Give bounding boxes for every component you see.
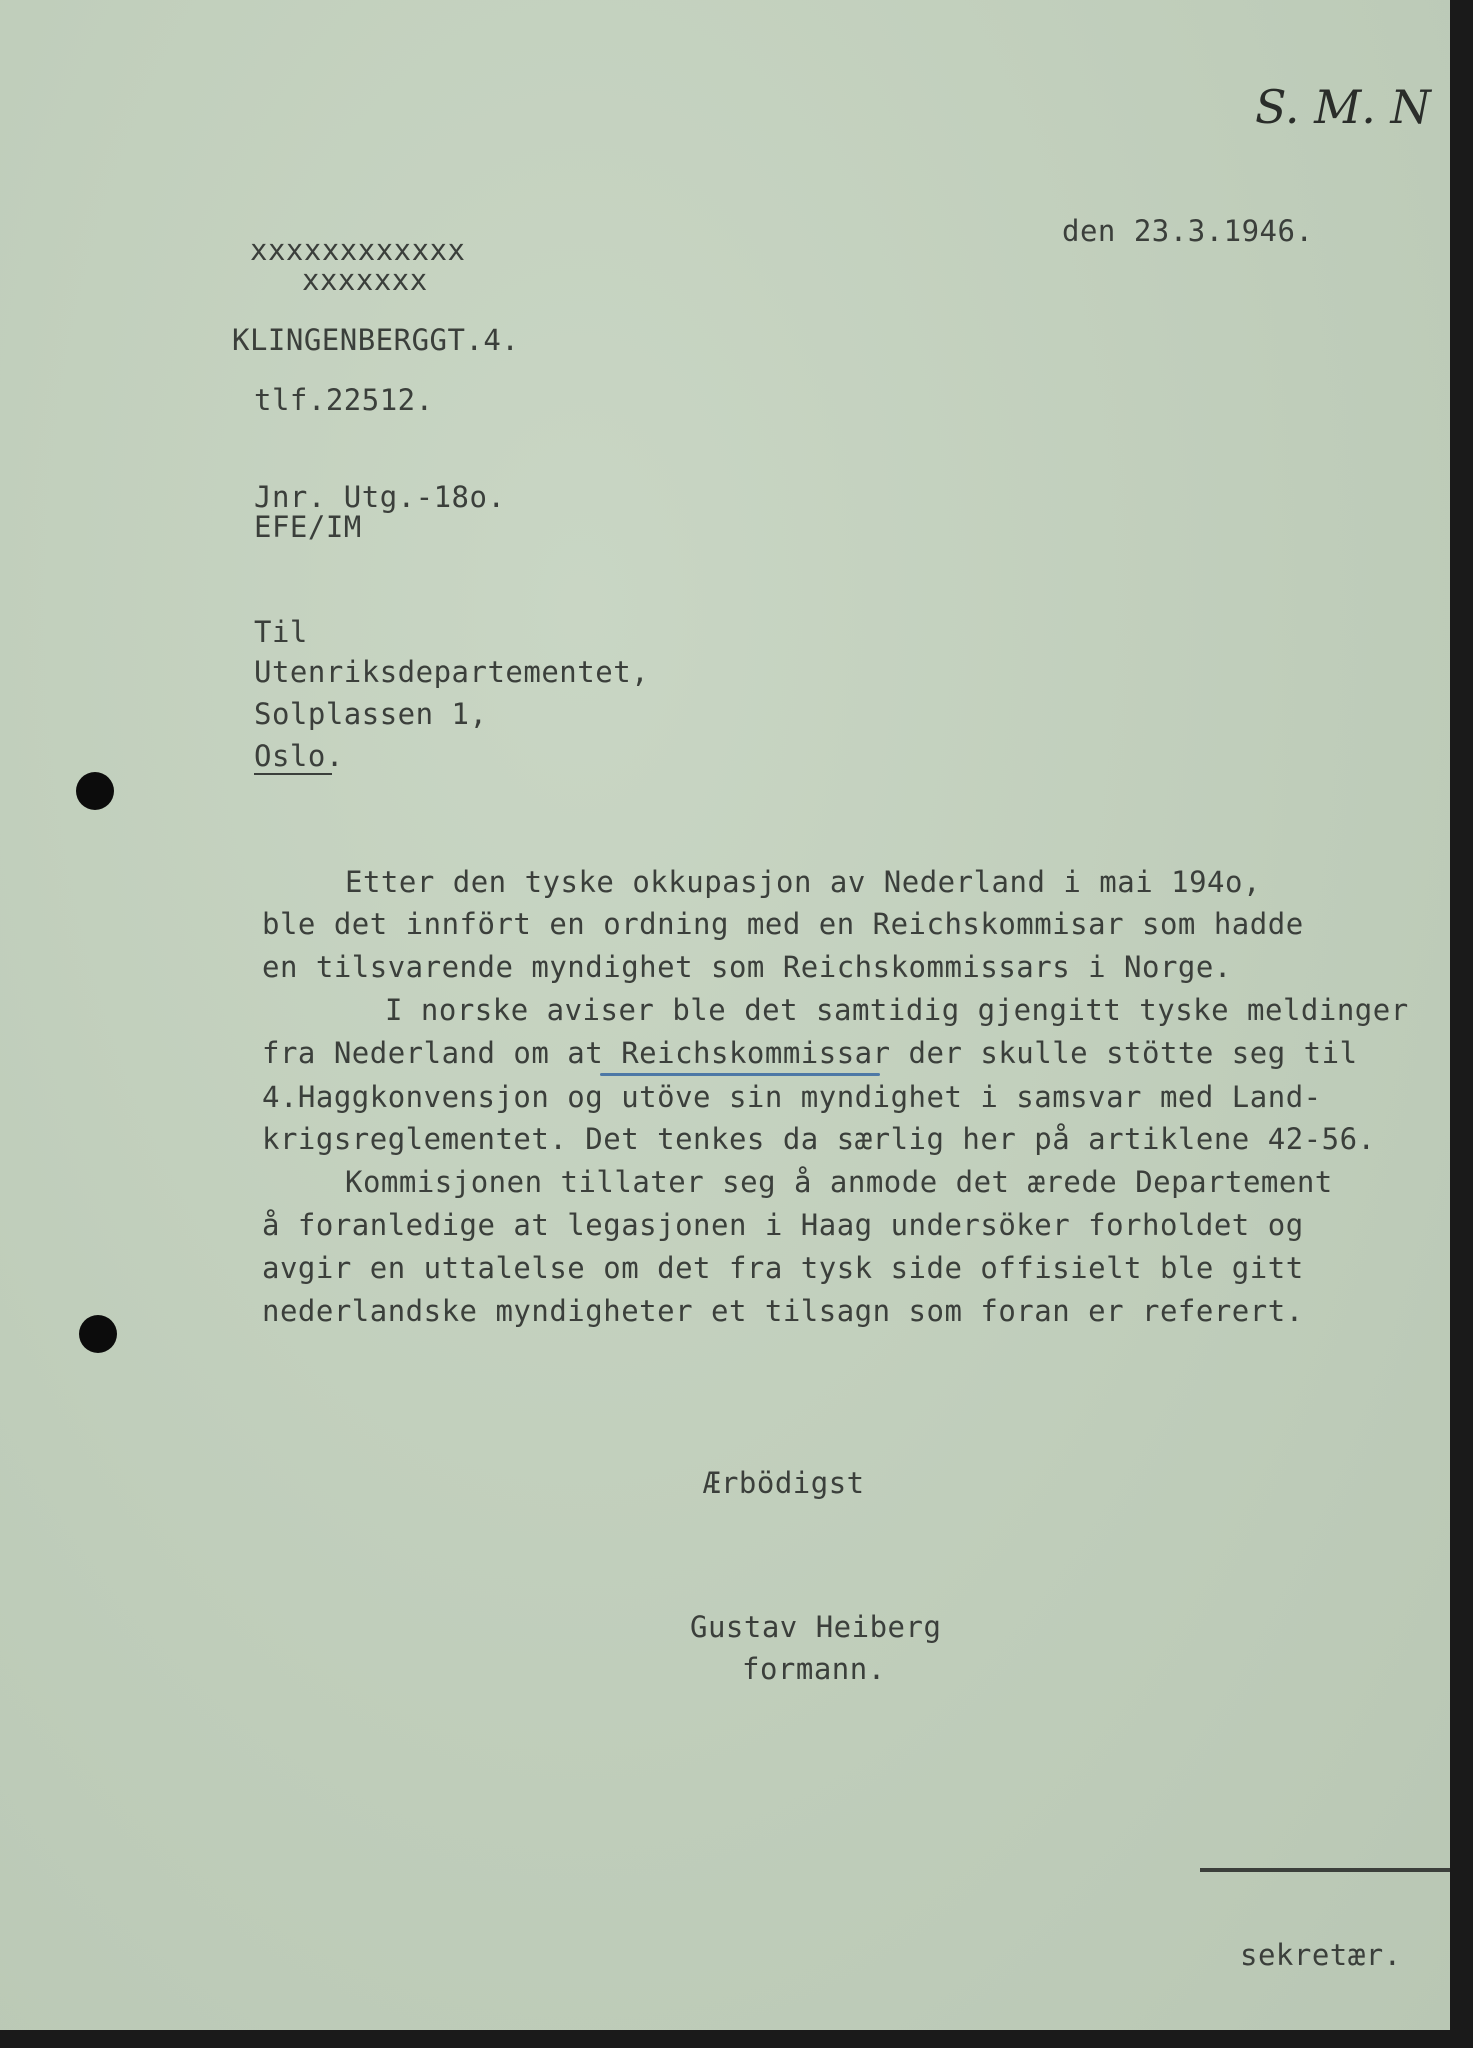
punch-hole-bottom xyxy=(79,1315,117,1353)
body-line-9: å foranledige at legasjonen i Haag undersöker forholdet og xyxy=(262,1208,1304,1242)
signatory-name: Gustav Heiberg xyxy=(690,1610,942,1644)
body-line-4: I norske aviser ble det samtidig gjengitt tyske meldinger xyxy=(385,993,1409,1027)
reference-initials: EFE/IM xyxy=(254,510,362,544)
body-line-11: nederlandske myndigheter et tilsagn som foran er referert. xyxy=(262,1294,1304,1328)
body-line-5: fra Nederland om at Reichskommissar der skulle stötte seg til xyxy=(262,1036,1358,1070)
oslo-underline xyxy=(254,773,332,775)
body-line-10: avgir en uttalelse om det fra tysk side offisielt ble gitt xyxy=(262,1251,1304,1285)
sender-phone: tlf.22512. xyxy=(254,383,434,417)
closing: Ærbödigst xyxy=(703,1466,865,1500)
handwritten-mark: S. M. N xyxy=(1255,80,1431,134)
struck-out-line-2: xxxxxxx xyxy=(302,263,428,297)
secretary-signature-line xyxy=(1200,1868,1450,1872)
body-line-3: en tilsvarende myndighet som Reichskommissars i Norge. xyxy=(262,950,1232,984)
sender-address: KLINGENBERGGT.4. xyxy=(232,323,520,357)
recipient-line-2: Utenriksdepartementet, xyxy=(254,655,650,689)
punch-hole-top xyxy=(76,772,114,810)
body-line-2: ble det innfört en ordning med en Reichskommisar som hadde xyxy=(262,907,1304,941)
signatory-title: formann. xyxy=(742,1652,886,1686)
body-line-6: 4.Haggkonvensjon og utöve sin myndighet i samsvar med Land- xyxy=(262,1080,1322,1114)
body-line-8: Kommisjonen tillater seg å anmode det ærede Departement xyxy=(345,1165,1333,1199)
body-line-7: krigsreglementet. Det tenkes da særlig her på artiklene 42-56. xyxy=(262,1122,1376,1156)
recipient-line-4: Oslo. xyxy=(254,739,344,773)
recipient-line-1: Til xyxy=(254,615,308,649)
struck-out-line-1: xxxxxxxxxxxx xyxy=(250,233,466,267)
date-line: den 23.3.1946. xyxy=(1062,214,1314,248)
secretary-label: sekretær. xyxy=(1240,1938,1402,1972)
journal-number: Jnr. Utg.-18o. xyxy=(254,480,506,514)
body-line-1: Etter den tyske okkupasjon av Nederland i mai 194o, xyxy=(345,865,1261,899)
recipient-line-3: Solplassen 1, xyxy=(254,697,488,731)
reichskommissar-underline xyxy=(600,1073,880,1076)
